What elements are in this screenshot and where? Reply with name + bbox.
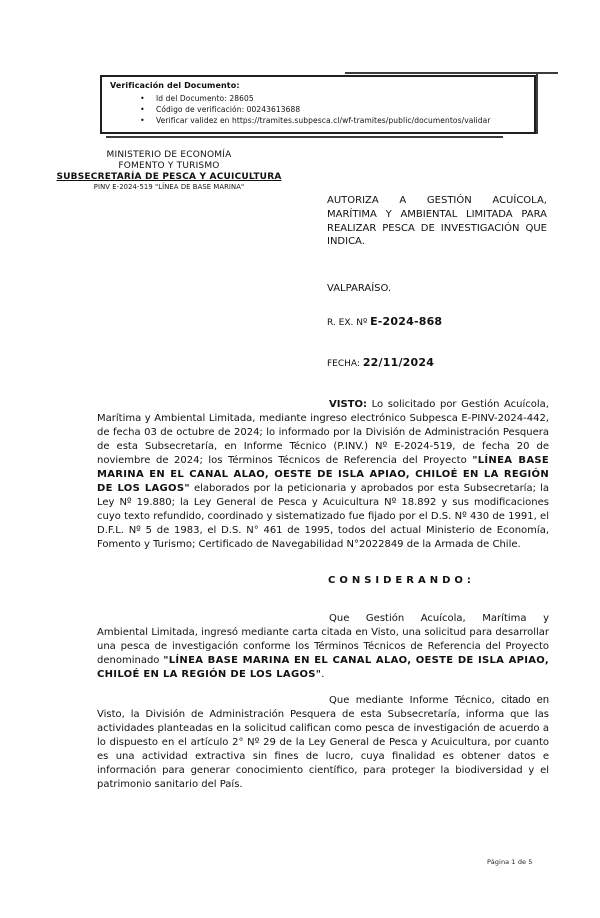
verification-list xyxy=(110,93,530,126)
considerando-2-text-2: Visto, la División de Administración Pesquera de esta Subsecretaría, informa que las actividades planteadas en la solicitud califican como pesca de investigación de acuerdo a lo dispuesto en el artículo 2° Nº 29 de la Ley General de Pesca y Acuicultura, por cuanto es una actividad extractiva sin fines de lucro, cuya finalidad es obtener datos e información para generar conocimiento científico, para proteger la biodiversidad y el patrimonio sanitario del País. xyxy=(97,709,549,790)
visto-paragraph xyxy=(97,398,549,552)
verification-item-document-id xyxy=(110,93,530,104)
visto-text-2: elaborados por la peticionaria y aprobados por esta Subsecretaría; la Ley Nº 19.880; la Ley General de Pesca y Acuicultura Nº 18.892 y sus modificaciones cuyo texto refundido, coordinado y sistematizado fue fijado por el D.S. Nº 430 de 1991, el D.F.L. Nº 5 de 1983, el D.S. N° 461 de 1995, todos del actual Ministerio de Economía, Fomento y Turismo; Certificado de Navegabilidad N°2022849 de la Armada de Chile. xyxy=(97,483,549,550)
resolution-number-line xyxy=(327,315,442,328)
stamp-border-artifact-right xyxy=(536,72,538,134)
verification-box xyxy=(100,75,536,134)
resolution-subject: AUTORIZA A GESTIÓN ACUÍCOLA, MARÍTIMA Y AMBIENTAL LIMITADA PARA REALIZAR PESCA DE INVESTIGACIÓN QUE INDICA. xyxy=(327,195,547,248)
visto-label: VISTO: xyxy=(329,399,367,410)
verification-item-text: Id del Documento: 28605 xyxy=(156,94,254,103)
considerando-paragraph-2 xyxy=(97,693,549,792)
bullet-icon: • xyxy=(140,116,145,125)
page-number-indicator: Página 1 de 5 xyxy=(487,858,533,866)
letterhead-organization: SUBSECRETARÍA DE PESCA Y ACUICULTURA xyxy=(56,172,282,182)
date-value: 22/11/2024 xyxy=(362,356,435,369)
date-line xyxy=(327,356,434,369)
letterhead-reference: PINV E-2024-519 "LÍNEA DE BASE MARINA" xyxy=(93,183,245,191)
resolution-number-value: E-2024-868 xyxy=(370,315,443,328)
considerando-paragraph-1 xyxy=(97,612,549,682)
considerando-2-alt-font-run: citado en xyxy=(501,694,549,706)
letterhead-department: FOMENTO Y TURISMO xyxy=(118,161,220,171)
verification-item-url xyxy=(110,115,530,126)
considerando-heading: CONSIDERANDO: xyxy=(328,575,475,586)
stamp-border-artifact-bottom xyxy=(106,136,503,138)
considerando-1-project-name: "LÍNEA BASE MARINA EN EL CANAL ALAO, OESTE DE ISLA APIAO, CHILOÉ EN LA REGIÓN DE LOS LAGOS" xyxy=(97,655,549,680)
verification-item-text: Código de verificación: 00243613688 xyxy=(156,105,301,114)
verification-url-text: Verificar validez en https://tramites.subpesca.cl/wf-tramites/public/documentos/validar xyxy=(156,116,491,125)
considerando-1-period: . xyxy=(321,669,325,680)
resolution-number-label: R. EX. Nº xyxy=(327,318,371,328)
bullet-icon: • xyxy=(140,94,145,103)
verification-title: Verificación del Documento: xyxy=(110,81,240,90)
letterhead-ministry: MINISTERIO DE ECONOMÍA xyxy=(106,150,232,160)
verification-item-code xyxy=(110,104,530,115)
stamp-border-artifact-top xyxy=(345,72,558,74)
city-line: VALPARAÍSO. xyxy=(327,283,392,294)
letterhead xyxy=(38,150,300,192)
considerando-2-text-1: Que mediante Informe Técnico, xyxy=(329,695,502,706)
bullet-icon: • xyxy=(140,105,145,114)
considerando-1-text: Que Gestión Acuícola, Marítima y Ambiental Limitada, ingresó mediante carta citada en Visto, una solicitud para desarrollar una pesca de investigación conforme los Términos Técnicos de Referencia del Proyecto denominado xyxy=(97,613,549,666)
resolution-body xyxy=(97,398,549,792)
date-label: FECHA: xyxy=(327,359,363,369)
visto-text-1: Lo solicitado por Gestión Acuícola, Marítima y Ambiental Limitada, mediante ingreso electrónico Subpesca E-PINV-2024-442, de fecha 03 de octubre de 2024; lo informado por la División de Administración Pesquera de esta Subsecretaría, en Informe Técnico (P.INV.) Nº E-2024-519, de fecha 20 de noviembre de 2024; los Términos Técnicos de Referencia del Proyecto xyxy=(97,399,549,466)
visto-project-name: "LÍNEA BASE MARINA EN EL CANAL ALAO, OESTE DE ISLA APIAO, CHILOÉ EN LA REGIÓN DE LOS LAGOS" xyxy=(97,455,549,494)
